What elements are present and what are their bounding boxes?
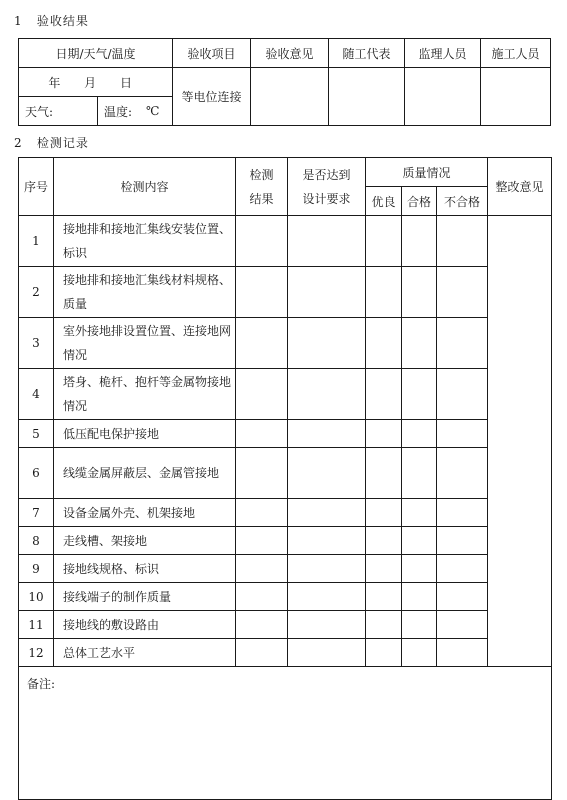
design-field[interactable] — [288, 611, 366, 639]
header-fail: 不合格 — [437, 187, 488, 216]
pass-field[interactable] — [402, 420, 437, 448]
section-1-heading — [14, 12, 89, 29]
weather-temp-cell[interactable] — [19, 97, 173, 126]
row-seq: 1 — [19, 216, 54, 267]
acceptance-opinion-field[interactable] — [251, 68, 329, 126]
header-pass: 合格 — [402, 187, 437, 216]
pass-field[interactable] — [402, 448, 437, 499]
fail-field[interactable] — [437, 448, 488, 499]
table-row — [19, 499, 552, 527]
row-seq: 8 — [19, 527, 54, 555]
header-supervisor: 监理人员 — [405, 39, 481, 68]
pass-field[interactable] — [402, 267, 437, 318]
excellent-field[interactable] — [366, 527, 402, 555]
fail-field[interactable] — [437, 499, 488, 527]
excellent-field[interactable] — [366, 216, 402, 267]
date-field[interactable]: 年 月 日 — [19, 68, 173, 97]
header-accompanying-rep: 随工代表 — [329, 39, 405, 68]
table-row — [19, 369, 552, 420]
row-seq: 4 — [19, 369, 54, 420]
construction-staff-field[interactable] — [481, 68, 551, 126]
table-row — [19, 267, 552, 318]
result-field[interactable] — [236, 369, 288, 420]
pass-field[interactable] — [402, 369, 437, 420]
acceptance-table — [18, 38, 551, 126]
section-2-heading — [14, 134, 89, 151]
design-field[interactable] — [288, 216, 366, 267]
design-field[interactable] — [288, 318, 366, 369]
pass-field[interactable] — [402, 639, 437, 667]
result-field[interactable] — [236, 583, 288, 611]
table-row — [19, 639, 552, 667]
header-date-weather-temp: 日期/天气/温度 — [19, 39, 173, 68]
row-seq: 7 — [19, 499, 54, 527]
table-row — [19, 583, 552, 611]
design-field[interactable] — [288, 583, 366, 611]
result-field[interactable] — [236, 639, 288, 667]
header-quality: 质量情况 — [366, 158, 488, 187]
result-field[interactable] — [236, 527, 288, 555]
design-field[interactable] — [288, 420, 366, 448]
result-field[interactable] — [236, 499, 288, 527]
table-row — [19, 527, 552, 555]
excellent-field[interactable] — [366, 420, 402, 448]
row-seq: 3 — [19, 318, 54, 369]
excellent-field[interactable] — [366, 611, 402, 639]
header-construction-staff: 施工人员 — [481, 39, 551, 68]
excellent-field[interactable] — [366, 369, 402, 420]
result-field[interactable] — [236, 216, 288, 267]
fail-field[interactable] — [437, 583, 488, 611]
row-content: 设备金属外壳、机架接地 — [54, 499, 236, 527]
header-result: 检测结果 — [236, 158, 288, 216]
accompanying-rep-field[interactable] — [329, 68, 405, 126]
design-field[interactable] — [288, 555, 366, 583]
row-content: 接地排和接地汇集线安装位置、标识 — [54, 216, 236, 267]
excellent-field[interactable] — [366, 639, 402, 667]
fail-field[interactable] — [437, 369, 488, 420]
table-row — [19, 611, 552, 639]
row-content: 线缆金属屏蔽层、金属管接地 — [54, 448, 236, 499]
design-field[interactable] — [288, 267, 366, 318]
excellent-field[interactable] — [366, 555, 402, 583]
row-seq: 6 — [19, 448, 54, 499]
row-seq: 9 — [19, 555, 54, 583]
row-content: 接线端子的制作质量 — [54, 583, 236, 611]
weather-label: 天气: — [25, 104, 54, 119]
acceptance-item-value: 等电位连接 — [173, 68, 251, 126]
temp-unit: ℃ — [146, 104, 160, 118]
section-1-title: 验收结果 — [36, 14, 89, 28]
result-field[interactable] — [236, 611, 288, 639]
supervisor-field[interactable] — [405, 68, 481, 126]
rectify-field[interactable] — [488, 216, 552, 667]
table-row — [19, 420, 552, 448]
excellent-field[interactable] — [366, 499, 402, 527]
excellent-field[interactable] — [366, 583, 402, 611]
result-field[interactable] — [236, 267, 288, 318]
result-field[interactable] — [236, 318, 288, 369]
row-seq: 5 — [19, 420, 54, 448]
header-rectify: 整改意见 — [488, 158, 552, 216]
table-row — [19, 555, 552, 583]
table-row — [19, 448, 552, 499]
row-seq: 12 — [19, 639, 54, 667]
fail-field[interactable] — [437, 216, 488, 267]
row-seq: 2 — [19, 267, 54, 318]
excellent-field[interactable] — [366, 267, 402, 318]
design-field[interactable] — [288, 448, 366, 499]
result-field[interactable] — [236, 555, 288, 583]
row-content: 室外接地排设置位置、连接地网情况 — [54, 318, 236, 369]
pass-field[interactable] — [402, 527, 437, 555]
excellent-field[interactable] — [366, 318, 402, 369]
pass-field[interactable] — [402, 583, 437, 611]
design-field[interactable] — [288, 527, 366, 555]
row-seq: 11 — [19, 611, 54, 639]
fail-field[interactable] — [437, 639, 488, 667]
header-excellent: 优良 — [366, 187, 402, 216]
header-acceptance-item: 验收项目 — [173, 39, 251, 68]
header-seq: 序号 — [19, 158, 54, 216]
design-field[interactable] — [288, 499, 366, 527]
row-content: 走线槽、架接地 — [54, 527, 236, 555]
section-1-number: 1 — [14, 14, 23, 28]
result-field[interactable] — [236, 448, 288, 499]
fail-field[interactable] — [437, 267, 488, 318]
pass-field[interactable] — [402, 499, 437, 527]
row-seq: 10 — [19, 583, 54, 611]
excellent-field[interactable] — [366, 448, 402, 499]
row-content: 接地排和接地汇集线材料规格、质量 — [54, 267, 236, 318]
pass-field[interactable] — [402, 555, 437, 583]
fail-field[interactable] — [437, 611, 488, 639]
fail-field[interactable] — [437, 555, 488, 583]
remarks-field[interactable] — [19, 667, 552, 800]
pass-field[interactable] — [402, 611, 437, 639]
remarks-label: 备注: — [27, 677, 56, 691]
row-content: 接地线规格、标识 — [54, 555, 236, 583]
fail-field[interactable] — [437, 318, 488, 369]
row-content: 低压配电保护接地 — [54, 420, 236, 448]
table-row — [19, 318, 552, 369]
pass-field[interactable] — [402, 318, 437, 369]
section-2-title: 检测记录 — [36, 136, 89, 150]
header-design: 是否达到设计要求 — [288, 158, 366, 216]
fail-field[interactable] — [437, 420, 488, 448]
result-field[interactable] — [236, 420, 288, 448]
design-field[interactable] — [288, 639, 366, 667]
temp-label: 温度: — [104, 104, 133, 119]
row-content: 塔身、桅杆、抱杆等金属物接地情况 — [54, 369, 236, 420]
fail-field[interactable] — [437, 527, 488, 555]
section-2-number: 2 — [14, 136, 23, 150]
pass-field[interactable] — [402, 216, 437, 267]
temp-field[interactable] — [97, 97, 159, 125]
header-acceptance-opinion: 验收意见 — [251, 39, 329, 68]
table-row — [19, 216, 552, 267]
row-content: 接地线的敷设路由 — [54, 611, 236, 639]
row-content: 总体工艺水平 — [54, 639, 236, 667]
header-content: 检测内容 — [54, 158, 236, 216]
detection-table — [18, 157, 552, 800]
design-field[interactable] — [288, 369, 366, 420]
